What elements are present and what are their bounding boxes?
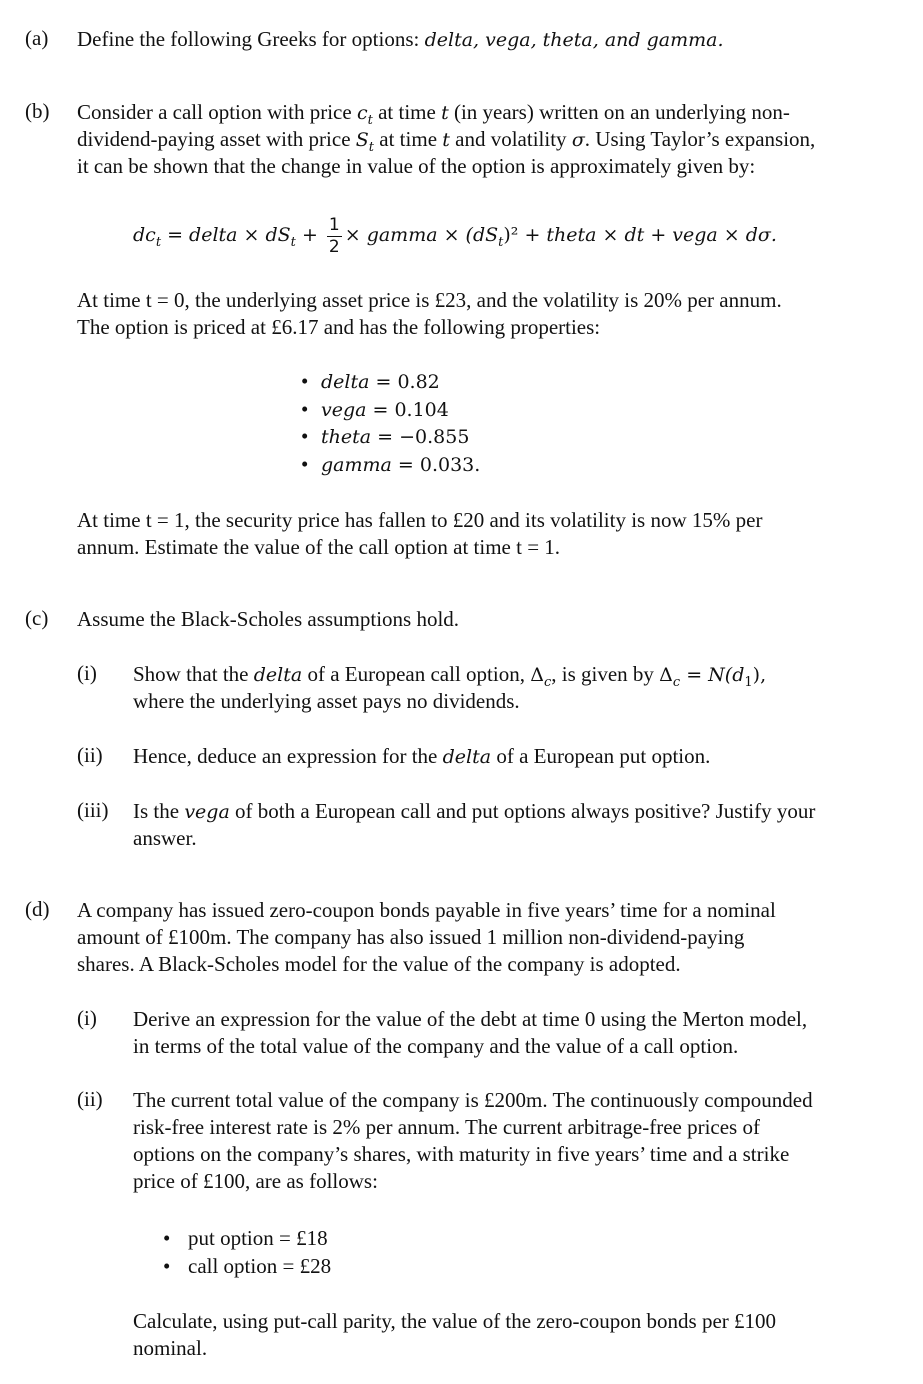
math-ct	[356, 102, 373, 128]
part-d-ii-line2: risk-free interest rate is 2% per annum. The current arbitrage-free prices of	[133, 1115, 760, 1139]
part-d-intro-line2: amount of £100m. The company has also issued 1 million non-dividend-paying	[77, 925, 745, 949]
part-d-ii-line1: The current total value of the company is £200m. The continuously compounded	[133, 1088, 813, 1112]
property-theta	[301, 423, 469, 451]
part-d-i-line1: Derive an expression for the value of the debt at time 0 using the Merton model,	[133, 1007, 808, 1031]
math-sub: t	[368, 139, 375, 155]
part-d-intro-line1: A company has issued zero-coupon bonds payable in five years’ time for a nominal	[77, 898, 776, 922]
math-var: S	[355, 129, 369, 151]
prop-name: theta	[321, 426, 372, 448]
part-d-ii-closing-line2: nominal.	[133, 1336, 208, 1360]
part-c-iii-line1	[133, 798, 815, 826]
eq-sub: t	[155, 234, 162, 250]
property-gamma	[301, 451, 480, 479]
bullet-call-option	[163, 1253, 331, 1280]
prop-name: vega	[321, 399, 367, 421]
text: (in years) written on an underlying non-	[453, 100, 790, 124]
greek-delta: delta	[253, 664, 303, 686]
math-sub: t	[367, 112, 373, 128]
part-b-intro-line3: it can be shown that the change in value of the option is approximately given by:	[77, 154, 756, 178]
frac-den: 2	[328, 236, 340, 257]
eq-sub: t	[290, 235, 296, 251]
part-c-ii-line1	[133, 743, 710, 771]
eq-term2-end: )² +	[503, 224, 547, 246]
prop-name: gamma	[321, 454, 392, 476]
text: Show that the	[133, 662, 249, 686]
math-sub: c	[672, 674, 681, 690]
part-c-intro: Assume the Black-Scholes assumptions hold.	[77, 607, 460, 631]
math-t: t	[442, 129, 450, 151]
part-a-prefix: Define the following Greeks for options:	[77, 27, 420, 51]
part-a-greeks: delta, vega, theta, and gamma.	[424, 29, 724, 51]
math-sigma: σ	[571, 129, 585, 151]
eq-equals: =	[161, 224, 190, 246]
part-b-given-line1: At time t = 0, the underlying asset price is £23, and the volatility is 20% per annum.	[77, 288, 782, 312]
prop-value: = −0.855	[371, 426, 470, 448]
eq-part: dc	[133, 224, 156, 246]
part-d-i-line2: in terms of the total value of the company and the value of a call option.	[133, 1034, 739, 1058]
part-d-intro-line3: shares. A Black-Scholes model for the value of the company is adopted.	[77, 952, 681, 976]
bullet-icon: •	[301, 369, 309, 393]
eq-lhs	[133, 224, 162, 250]
part-c-label: (c)	[25, 606, 49, 630]
math-delta-c	[530, 664, 552, 690]
part-d-i-label: (i)	[77, 1006, 97, 1030]
part-b-final-line1: At time t = 1, the security price has fallen to £20 and its volatility is now 15% per	[77, 508, 763, 532]
part-a-text	[77, 26, 723, 54]
math-sub: 1	[744, 674, 753, 690]
prop-value: = 0.033.	[391, 454, 481, 476]
bullet-icon: •	[301, 452, 309, 476]
math-delta-eq	[659, 664, 767, 690]
greek-vega: vega	[184, 801, 230, 823]
math-var: c	[356, 102, 368, 124]
text: dividend-paying asset with price	[77, 127, 351, 151]
property-vega	[301, 396, 449, 424]
text: . Using Taylor’s expansion,	[584, 127, 816, 151]
frac-num: 1	[328, 214, 340, 235]
math-var: Δ	[530, 664, 544, 686]
text: Hence, deduce an expression for the	[133, 744, 438, 768]
math-sub: c	[543, 674, 552, 690]
bullet-icon: •	[163, 1254, 171, 1278]
eq-term2: × gamma × (dS	[344, 224, 499, 246]
bullet-text: put option = £18	[188, 1226, 328, 1250]
bullet-text: call option = £28	[188, 1254, 332, 1278]
text: and volatility	[455, 127, 567, 151]
eq-term3: theta × dt + vega × dσ.	[546, 224, 777, 246]
part-b-given-line2: The option is priced at £6.17 and has the following properties:	[77, 315, 601, 339]
eq-term1: delta × dS	[189, 224, 291, 246]
part-c-ii-label: (ii)	[77, 743, 103, 767]
bullet-put-option	[163, 1225, 328, 1252]
eq-plus: +	[295, 224, 324, 246]
text: at time	[378, 100, 436, 124]
text: , is given by	[551, 662, 654, 686]
prop-value: = 0.82	[369, 371, 440, 393]
prop-name: delta	[321, 371, 370, 393]
math-t: t	[441, 102, 449, 124]
part-a-label: (a)	[25, 26, 49, 50]
math-end: ),	[752, 664, 767, 686]
math-st	[355, 129, 375, 155]
bullet-icon: •	[301, 397, 309, 421]
taylor-equation	[133, 206, 777, 271]
part-d-ii-line3: options on the company’s shares, with maturity in five years’ time and a strike	[133, 1142, 790, 1166]
math-rhs: = N(d	[680, 664, 745, 686]
part-d-label: (d)	[25, 897, 50, 921]
text: of a European call option,	[307, 662, 525, 686]
prop-value: = 0.104	[366, 399, 449, 421]
property-delta	[301, 368, 440, 396]
part-c-iii-line2: answer.	[133, 826, 197, 850]
part-d-ii-line4: price of £100, are as follows:	[133, 1169, 378, 1193]
text: at time	[379, 127, 438, 151]
part-c-i-line2: where the underlying asset pays no dividends.	[133, 689, 520, 713]
part-d-ii-label: (ii)	[77, 1087, 103, 1111]
eq-fraction	[327, 214, 342, 257]
part-b-final-line2: annum. Estimate the value of the call option at time t = 1.	[77, 535, 561, 559]
bullet-icon: •	[301, 424, 309, 448]
part-c-iii-label: (iii)	[77, 798, 109, 822]
text: of both a European call and put options always positive? Justify your	[235, 799, 816, 823]
text: Consider a call option with price	[77, 100, 352, 124]
text: Is the	[133, 799, 180, 823]
text: of a European put option.	[496, 744, 711, 768]
bullet-icon: •	[163, 1226, 171, 1250]
math-var: Δ	[659, 664, 673, 686]
greek-delta: delta	[442, 746, 492, 768]
part-d-ii-closing-line1: Calculate, using put-call parity, the value of the zero-coupon bonds per £100	[133, 1309, 777, 1333]
part-c-i-label: (i)	[77, 661, 97, 685]
eq-sub: t	[498, 235, 504, 251]
part-b-label: (b)	[25, 99, 50, 123]
